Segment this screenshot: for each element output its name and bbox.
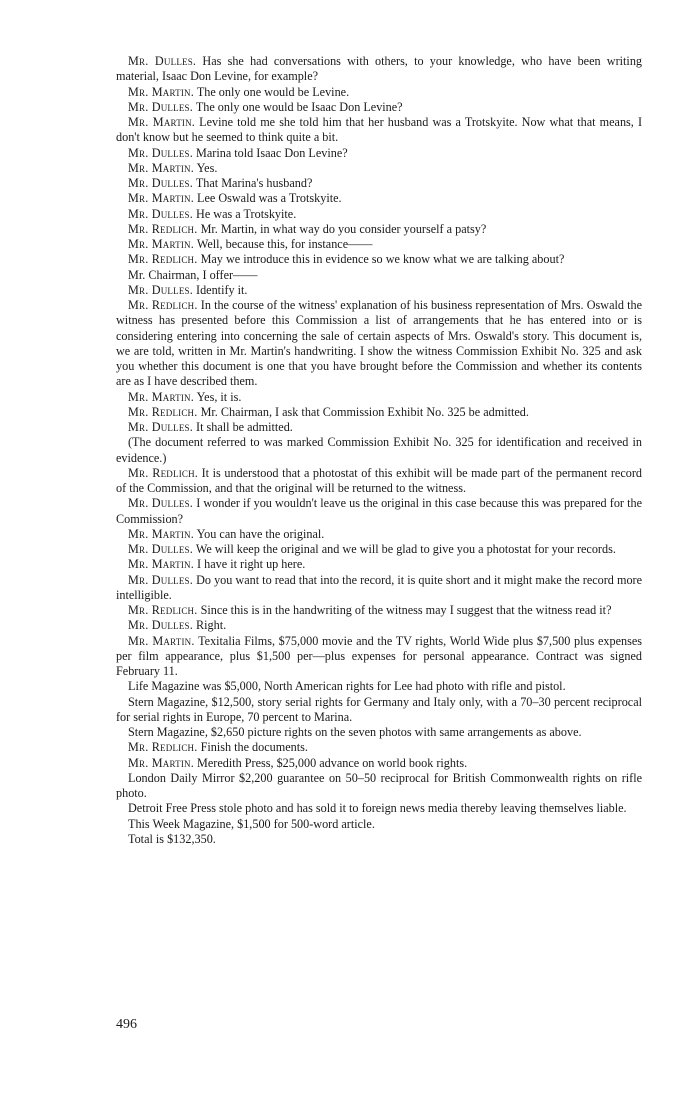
transcript-paragraph — [116, 603, 642, 618]
speaker-name: Mr. Redlich. — [128, 603, 198, 617]
speaker-name: Mr. Martin. — [128, 237, 194, 251]
paragraph-text: In the course of the witness' explanation of his business representation of Mrs. Oswald the witness has presented before this Commission a list of arrangements that he has entered into or is considering entering into concerning the sale of certain aspects of Mrs. Oswald's story. This document is, we are told, written in Mr. Martin's handwriting. I show the witness Commission Exhibit No. 325 and ask you whether this document is one that you have brought before the Commission and whether its contents are as I have described them. — [116, 298, 642, 389]
paragraph-text: Mr. Chairman, I offer—— — [128, 267, 258, 282]
paragraph-text: The only one would be Levine. — [196, 84, 350, 99]
transcript-paragraph — [116, 832, 642, 847]
paragraph-text: This Week Magazine, $1,500 for 500-word article. — [128, 816, 375, 831]
speaker-name: Mr. Martin. — [128, 755, 194, 770]
paragraph-text: Stern Magazine, $12,500, story serial rights for Germany and Italy only, with a 70–30 percent reciprocal for serial rights in Europe, 70 percent to Marina. — [116, 694, 642, 724]
paragraph-text: Yes, it is. — [196, 389, 242, 404]
speaker-name: Mr. Martin. — [128, 191, 194, 206]
paragraph-text: Right. — [196, 618, 227, 633]
speaker-name: Mr. Dulles. — [128, 496, 194, 511]
transcript-paragraph — [116, 268, 642, 283]
speaker-name: Mr. Redlich. — [128, 298, 198, 312]
paragraph-text: Lee Oswald was a Trotskyite. — [197, 191, 342, 206]
speaker-name: Mr. Dulles. — [128, 145, 193, 160]
transcript-paragraph — [116, 115, 642, 146]
paragraph-text: Marina told Isaac Don Levine? — [196, 145, 348, 160]
speaker-name: Mr. Redlich. — [128, 465, 199, 480]
paragraph-text: Levine told me she told him that her husband was a Trotskyite. Now what that means, I don't know but he seemed to think quite a bit. — [116, 115, 643, 145]
transcript-paragraph — [116, 390, 642, 405]
transcript-paragraph — [116, 207, 642, 222]
transcript-paragraph — [116, 634, 642, 680]
speaker-name: Mr. Redlich. — [128, 221, 198, 236]
paragraph-text: May we introduce this in evidence so we know what we are talking about? — [200, 252, 565, 267]
transcript-paragraph — [116, 161, 642, 176]
paragraph-text: Total is $132,350. — [128, 831, 216, 846]
transcript-paragraph — [116, 771, 642, 802]
paragraph-text: That Marina's husband? — [195, 176, 313, 190]
paragraph-text: Has she had conversations with others, to your knowledge, who have been writing material, Isaac Don Levine, for example? — [116, 54, 643, 84]
transcript-paragraph — [116, 146, 642, 161]
transcript-paragraph — [116, 85, 642, 100]
paragraph-text: We will keep the original and we will be glad to give you a photostat for your records. — [195, 542, 616, 556]
paragraph-text: I wonder if you wouldn't leave us the original in this case because this was prepared for the Commission? — [116, 496, 642, 526]
speaker-name: Mr. Dulles. — [128, 572, 194, 587]
speaker-name: Mr. Dulles. — [128, 542, 193, 556]
transcript-paragraph — [116, 695, 642, 726]
paragraph-text: Finish the documents. — [200, 740, 308, 755]
transcript-paragraph — [116, 191, 642, 206]
transcript-paragraph — [116, 679, 642, 694]
speaker-name: Mr. Martin. — [128, 389, 194, 404]
paragraph-text: Texitalia Films, $75,000 movie and the TV rights, World Wide plus $7,500 plus expenses per film appearance, plus $1,500 per—plus expenses for personal appearance. Contract was signed February 11. — [116, 633, 642, 678]
transcript-paragraph — [116, 237, 642, 252]
paragraph-text: Mr. Martin, in what way do you consider yourself a patsy? — [200, 221, 487, 236]
speaker-name: Mr. Martin. — [128, 526, 194, 541]
paragraph-text: You can have the original. — [196, 526, 325, 541]
paragraph-text: Meredith Press, $25,000 advance on world book rights. — [197, 755, 468, 770]
transcript-paragraph — [116, 542, 642, 557]
speaker-name: Mr. Martin. — [128, 557, 194, 572]
transcript-paragraph — [116, 740, 642, 755]
speaker-name: Mr. Martin. — [128, 84, 194, 99]
transcript-paragraph — [116, 466, 642, 497]
paragraph-text: Well, because this, for instance—— — [196, 237, 373, 251]
transcript-paragraph — [116, 527, 642, 542]
transcript-paragraph — [116, 496, 642, 527]
paragraph-text: Stern Magazine, $2,650 picture rights on the seven photos with same arrangements as above. — [128, 725, 582, 739]
paragraph-text: Detroit Free Press stole photo and has sold it to foreign news media thereby leaving themselves liable. — [128, 801, 627, 816]
speaker-name: Mr. Redlich. — [128, 404, 198, 419]
transcript-paragraph — [116, 54, 642, 85]
transcript-paragraph — [116, 420, 642, 435]
paragraph-text: Mr. Chairman, I ask that Commission Exhibit No. 325 be admitted. — [200, 404, 529, 419]
transcript-paragraph — [116, 618, 642, 633]
speaker-name: Mr. Dulles. — [128, 282, 193, 297]
transcript-paragraph — [116, 283, 642, 298]
transcript-paragraph — [116, 176, 642, 191]
paragraph-text: He was a Trotskyite. — [196, 206, 297, 221]
transcript-paragraph — [116, 222, 642, 237]
transcript-paragraph — [116, 817, 642, 832]
transcript-paragraph — [116, 252, 642, 267]
transcript-paragraph — [116, 405, 642, 420]
paragraph-text: Since this is in the handwriting of the witness may I suggest that the witness read it? — [200, 603, 612, 617]
speaker-name: Mr. Martin. — [128, 160, 194, 175]
transcript-paragraph — [116, 298, 642, 390]
page-number: 496 — [116, 1017, 137, 1032]
speaker-name: Mr. Dulles. — [128, 420, 193, 434]
paragraph-text: London Daily Mirror $2,200 guarantee on 50–50 reciprocal for British Commonwealth rights on rifle photo. — [116, 770, 642, 800]
paragraph-text: It shall be admitted. — [196, 420, 293, 434]
paragraph-text: (The document referred to was marked Commission Exhibit No. 325 for identification and received in evidence.) — [116, 435, 642, 465]
transcript-paragraph — [116, 435, 642, 466]
transcript-paragraph — [116, 725, 642, 740]
paragraph-text: I have it right up here. — [197, 557, 306, 572]
transcript-paragraph — [116, 100, 642, 115]
speaker-name: Mr. Dulles. — [128, 54, 197, 68]
transcript-paragraph — [116, 756, 642, 771]
paragraph-text: Do you want to read that into the record, it is quite short and it might make the record more intelligible. — [116, 572, 643, 602]
paragraph-text: It is understood that a photostat of this exhibit will be made part of the permanent record of the Commission, and that the original will be returned to the witness. — [116, 465, 642, 495]
speaker-name: Mr. Dulles. — [128, 206, 193, 221]
paragraph-text: The only one would be Isaac Don Levine? — [195, 99, 403, 114]
transcript-paragraph — [116, 801, 642, 816]
paragraph-text: Life Magazine was $5,000, North American rights for Lee had photo with rifle and pistol. — [128, 679, 566, 694]
speaker-name: Mr. Martin. — [128, 115, 196, 129]
transcript-body — [116, 54, 642, 847]
transcript-paragraph — [116, 557, 642, 572]
paragraph-text: Yes. — [196, 160, 218, 175]
transcript-paragraph — [116, 573, 642, 604]
speaker-name: Mr. Dulles. — [128, 618, 193, 633]
speaker-name: Mr. Redlich. — [128, 252, 198, 267]
speaker-name: Mr. Redlich. — [128, 740, 198, 755]
speaker-name: Mr. Martin. — [128, 633, 195, 648]
paragraph-text: Identify it. — [196, 282, 248, 297]
speaker-name: Mr. Dulles. — [128, 176, 193, 190]
speaker-name: Mr. Dulles. — [128, 99, 193, 114]
